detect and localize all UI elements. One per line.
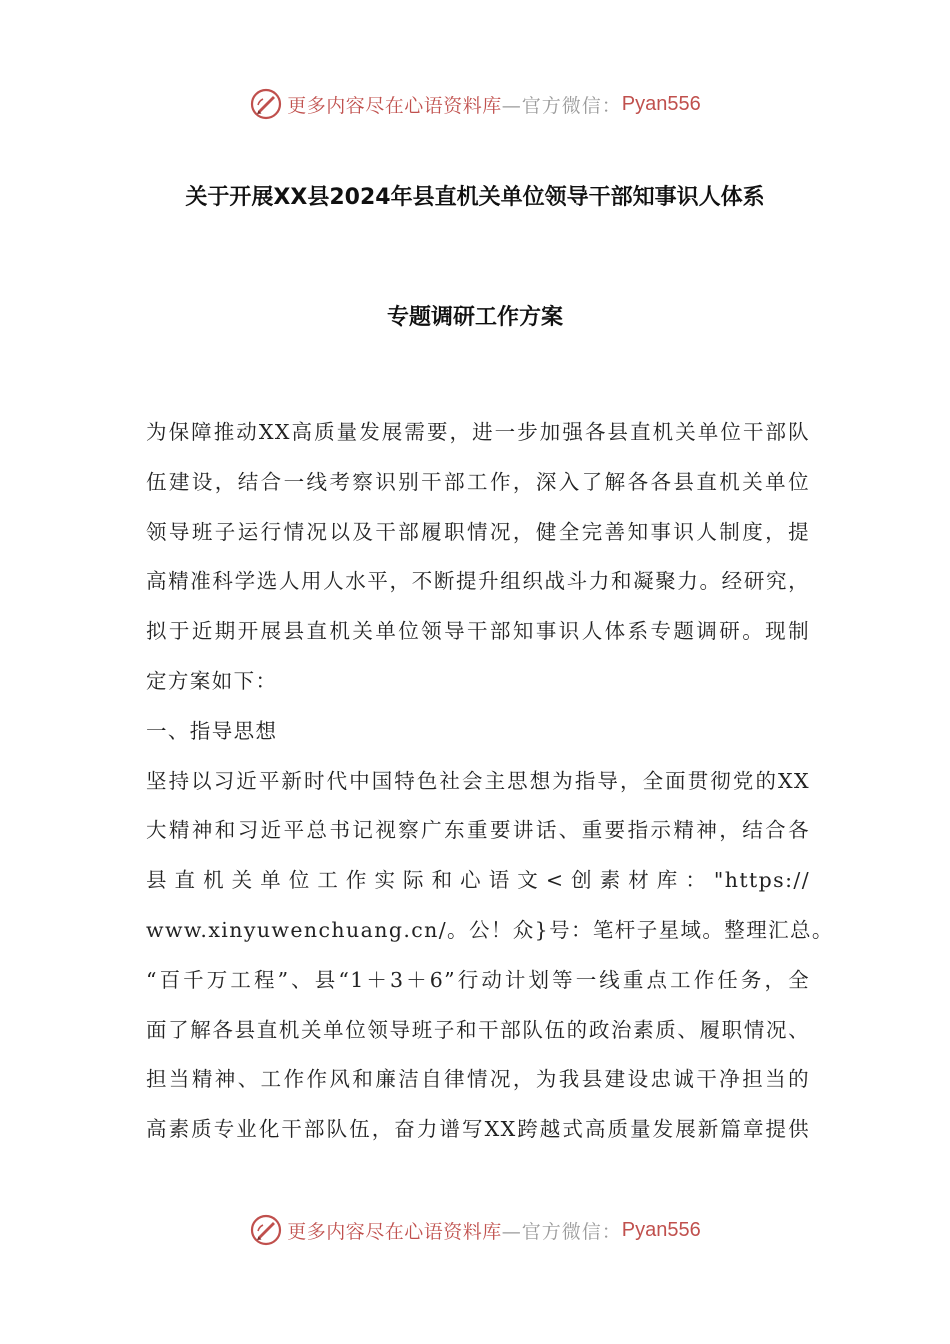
body-line: 大精神和习近平总书记视察广东重要讲话、重要指示精神，结合各: [146, 818, 810, 843]
pen-logo-icon: [249, 1213, 283, 1247]
body-line: 拟于近期开展县直机关单位领导干部知事识人体系专题调研。现制: [146, 619, 810, 644]
pen-logo-icon: [249, 87, 283, 121]
body-line: 定方案如下：: [146, 668, 278, 693]
body-line: “百千万工程”、县“1＋3＋6”行动计划等一线重点工作任务，全: [146, 967, 810, 992]
watermark-text: 更多内容尽在心语资料库: [287, 1220, 502, 1243]
watermark-handle: Pyan556: [621, 1218, 701, 1241]
body-line: 伍建设，结合一线考察识别干部工作，深入了解各各县直机关单位: [146, 469, 810, 494]
watermark-banner-bottom: [0, 1210, 950, 1250]
body-line: 担当精神、工作作风和廉洁自律情况，为我县建设忠诚干净担当的: [146, 1067, 810, 1092]
body-line: 为保障推动XX高质量发展需要，进一步加强各县直机关单位干部队: [146, 420, 810, 444]
watermark-contact: —官方微信：: [501, 94, 622, 117]
body-line: 县直机关单位工作实际和心语文<创素材库："https://: [146, 868, 810, 893]
document-body: [146, 414, 834, 1161]
body-line: 面了解各县直机关单位领导班子和干部队伍的政治素质、履职情况、: [146, 1017, 810, 1042]
section-heading: 一、指导思想: [146, 718, 278, 743]
document-title-line-2: 专题调研工作方案: [386, 305, 563, 330]
body-line: 坚持以习近平新时代中国特色社会主思想为指导，全面贯彻党的XX: [146, 768, 810, 793]
body-line: 领导班子运行情况以及干部履职情况，健全完善知事识人制度，提: [146, 519, 810, 544]
body-line: www.xinyuwenchuang.cn/。公！众}号：笔杆子星域。整理汇总。: [146, 917, 834, 942]
body-line: 高素质专业化干部队伍，奋力谱写XX跨越式高质量发展新篇章提供: [146, 1117, 810, 1142]
document-title-line-1: 关于开展XX县2024年县直机关单位领导干部知事识人体系: [185, 185, 765, 210]
watermark-banner-top: [0, 84, 950, 124]
watermark-contact: —官方微信：: [501, 1220, 622, 1243]
watermark-text: 更多内容尽在心语资料库: [287, 94, 502, 117]
watermark-handle: Pyan556: [621, 92, 701, 115]
body-line: 高精准科学选人用人水平，不断提升组织战斗力和凝聚力。经研究，: [146, 569, 810, 594]
